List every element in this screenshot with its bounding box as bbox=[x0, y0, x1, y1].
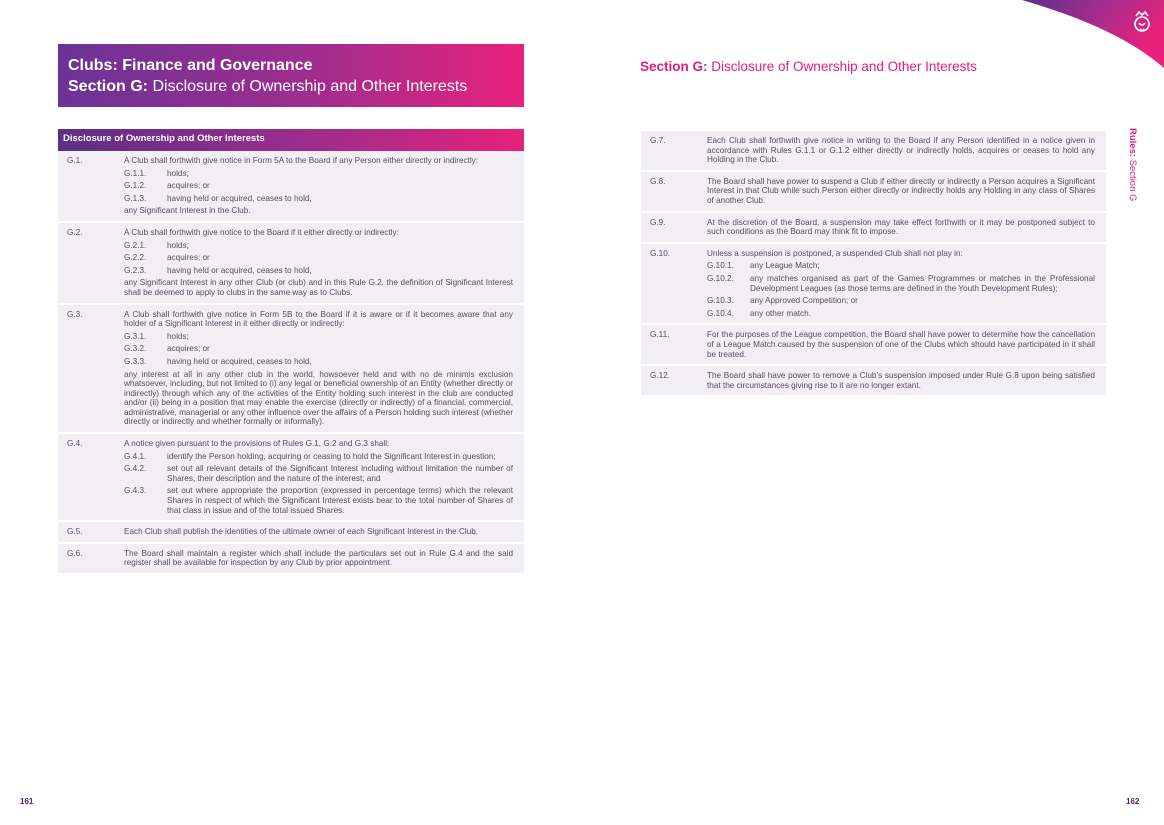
right-title-label: Section G: bbox=[640, 59, 708, 74]
section-label: Section G: bbox=[68, 78, 149, 95]
rule-number: G.5. bbox=[67, 527, 83, 537]
sub-rule-number: G.1.1. bbox=[124, 168, 147, 178]
sub-rule-number: G.3.2. bbox=[124, 344, 147, 354]
rule-text: A Club shall forthwith give notice in Form 5B to the Board if it is aware or if it becomes aware that any holder of a Significant Interest in it either directly or indirectly: bbox=[124, 309, 513, 329]
sub-rule-number: G.10.3. bbox=[707, 296, 734, 306]
sub-rule-text: holds; bbox=[167, 240, 189, 250]
rule-body bbox=[707, 371, 1095, 390]
sub-rule bbox=[124, 266, 513, 276]
rule-text: Unless a suspension is postponed, a suspended Club shall not play in: bbox=[707, 248, 963, 258]
rule-number: G.9. bbox=[650, 217, 666, 227]
chapter-title: Clubs: Finance and Governance bbox=[68, 57, 313, 74]
rule-row bbox=[58, 223, 524, 305]
rule-body bbox=[124, 156, 513, 216]
section-title: Disclosure of Ownership and Other Interests bbox=[152, 78, 468, 95]
sub-rule bbox=[707, 309, 1095, 319]
rule-number: G.8. bbox=[650, 176, 666, 186]
sub-rule bbox=[124, 464, 513, 483]
right-page bbox=[582, 0, 1164, 825]
sub-rule-number: G.4.1. bbox=[124, 451, 147, 461]
sub-rule-text: any Approved Competition; or bbox=[750, 296, 858, 306]
sub-rule-text: acquires; or bbox=[167, 181, 210, 191]
rule-body bbox=[707, 136, 1095, 165]
sub-rule bbox=[124, 253, 513, 263]
sub-rule bbox=[124, 452, 513, 462]
rule-text: A notice given pursuant to the provisions of Rules G.1, G.2 and G.3 shall: bbox=[124, 439, 390, 449]
rule-number: G.2. bbox=[67, 227, 83, 237]
rule-number: G.7. bbox=[650, 136, 666, 145]
sub-rule bbox=[124, 241, 513, 251]
sub-rule-number: G.3.3. bbox=[124, 356, 147, 366]
rule-text: A Club shall forthwith give notice to the Board if it either directly or indirectly: bbox=[124, 227, 399, 237]
rule-text: The Board shall maintain a register which shall include the particulars set out in Rule G.4 and the said register shall be available for inspection by any Club by prior appointment. bbox=[124, 548, 513, 568]
sub-rule-text: holds; bbox=[167, 331, 189, 341]
table-header: Disclosure of Ownership and Other Interests bbox=[58, 129, 524, 151]
rule-row bbox=[641, 172, 1106, 213]
sub-rule-number: G.10.4. bbox=[707, 308, 734, 318]
sub-rule-text: any other match. bbox=[750, 308, 811, 318]
rule-body bbox=[124, 527, 513, 537]
rule-body bbox=[124, 549, 513, 568]
rule-row bbox=[58, 151, 524, 223]
rule-number: G.12. bbox=[650, 371, 671, 381]
rule-text: The Board shall have power to suspend a Club if either directly or indirectly a Person acquires a Significant Interest in that Club while such Person either directly or indirectly holds any Holding in any class of Shares of another Club. bbox=[707, 176, 1095, 205]
rules-table-right bbox=[641, 131, 1106, 397]
right-title-text: Disclosure of Ownership and Other Interests bbox=[711, 59, 977, 74]
rule-text: Each Club shall forthwith give notice in writing to the Board if any Person identified in a notice given in accordance with Rules G.1.1 or G.1.2 either directly or indirectly holds, acquires or ceases to hold any Holding in the Club. bbox=[707, 136, 1095, 165]
rule-body bbox=[707, 249, 1095, 319]
rule-row bbox=[58, 434, 524, 522]
rule-body bbox=[124, 310, 513, 428]
rule-body bbox=[124, 439, 513, 515]
rule-number: G.11. bbox=[650, 330, 670, 340]
sub-rule-text: having held or acquired, ceases to hold, bbox=[167, 356, 312, 366]
rule-row bbox=[641, 325, 1106, 366]
rule-text: At the discretion of the Board, a suspension may take effect forthwith or it may be postponed subject to such conditions as the Board may think fit to impose. bbox=[707, 217, 1095, 237]
section-heading bbox=[68, 76, 514, 97]
rule-text: any interest at all in any other club in the world, howsoever held and with no de minimis exclusion whatsoever, including, but not limited to (i) any legal or beneficial ownership of an Entity (whether directly or indirectly) through which any of the activities of the Entity holding such interest in the club are conducted and/or (ii) being in a position that may enable the exercise (directly or indirectly) of a financial, commercial, administrative, managerial or any other influence over the affairs of a Person holding such interest (whether directly or indirectly and whether formally or informally). bbox=[124, 369, 513, 427]
sub-rule-text: acquires; or bbox=[167, 344, 210, 354]
rule-row bbox=[641, 131, 1106, 172]
corner-banner bbox=[1014, 0, 1164, 72]
sub-rule bbox=[707, 296, 1095, 306]
rule-row bbox=[641, 366, 1106, 397]
sub-rule-number: G.10.1. bbox=[707, 261, 734, 271]
rule-row bbox=[58, 544, 524, 575]
sub-rule-text: having held or acquired, ceases to hold, bbox=[167, 265, 312, 275]
sub-rule-number: G.4.2. bbox=[124, 464, 147, 474]
chapter-header bbox=[58, 44, 524, 107]
rule-body bbox=[707, 218, 1095, 237]
rule-number: G.4. bbox=[67, 439, 83, 449]
sub-rule-text: any matches organised as part of the Games Programmes or matches in the Professional Development Leagues (as those terms are defined in the Youth Development Rules); bbox=[750, 273, 1095, 293]
sub-rule-text: identify the Person holding, acquiring or ceasing to hold the Significant Interest in question; bbox=[167, 451, 496, 461]
rule-number: G.6. bbox=[67, 548, 83, 558]
sub-rule bbox=[124, 169, 513, 179]
sub-rule-number: G.3.1. bbox=[124, 331, 147, 341]
rule-row bbox=[641, 244, 1106, 326]
sub-rule bbox=[124, 181, 513, 191]
rule-text: The Board shall have power to remove a Club’s suspension imposed under Rule G.8 upon being satisfied that the circumstances giving rise to it are no longer extant. bbox=[707, 371, 1095, 390]
rules-table-left bbox=[58, 151, 524, 575]
rule-number: G.10. bbox=[650, 248, 671, 258]
rule-row bbox=[58, 305, 524, 435]
rule-text: A Club shall forthwith give notice in Form 5A to the Board if any Person either directly or indirectly: bbox=[124, 156, 479, 165]
rule-text: any Significant Interest in the Club. bbox=[124, 206, 251, 216]
sub-rule bbox=[124, 332, 513, 342]
sub-rule-text: set out all relevant details of the Significant Interest including without limitation the number of Shares, their description and the nature of the interest; and bbox=[167, 464, 513, 483]
page-number-right: 162 bbox=[1126, 797, 1140, 806]
sub-rule bbox=[124, 486, 513, 515]
side-tab-text: Section G bbox=[1127, 159, 1138, 202]
sub-rule-text: any League Match; bbox=[750, 261, 820, 271]
sub-rule bbox=[707, 274, 1095, 293]
rule-number: G.1. bbox=[67, 156, 83, 165]
sub-rule-text: acquires; or bbox=[167, 253, 210, 263]
rule-body bbox=[707, 330, 1095, 359]
sub-rule-text: holds; bbox=[167, 168, 189, 178]
sub-rule bbox=[124, 357, 513, 367]
rule-row bbox=[641, 213, 1106, 244]
sub-rule-number: G.4.3. bbox=[124, 486, 147, 496]
rule-body bbox=[124, 228, 513, 298]
side-tab bbox=[1125, 128, 1139, 218]
right-section-title bbox=[640, 59, 977, 74]
sub-rule-number: G.2.3. bbox=[124, 265, 147, 275]
sub-rule-number: G.1.3. bbox=[124, 193, 147, 203]
rule-row bbox=[58, 522, 524, 544]
sub-rule-number: G.2.1. bbox=[124, 240, 147, 250]
page-number-left: 161 bbox=[20, 797, 34, 806]
sub-rule bbox=[707, 261, 1095, 271]
side-tab-label: Rules: bbox=[1127, 128, 1138, 158]
sub-rule bbox=[124, 344, 513, 354]
sub-rule-text: set out where appropriate the proportion (expressed in percentage terms) which the relevant Shares in respect of which the Significant Interest exists bear to the total number of Shares of that class in issue and of the total issued Shares. bbox=[167, 486, 513, 515]
sub-rule-number: G.10.2. bbox=[707, 273, 734, 283]
sub-rule-number: G.2.2. bbox=[124, 253, 147, 263]
rule-number: G.3. bbox=[67, 309, 83, 319]
rule-text: Each Club shall publish the identities of the ultimate owner of each Significant Interest in the Club. bbox=[124, 527, 479, 537]
sub-rule-text: having held or acquired, ceases to hold, bbox=[167, 193, 312, 203]
sub-rule bbox=[124, 194, 513, 204]
rule-text: any Significant Interest in any other Club (or club) and in this Rule G.2, the definition of Significant Interest shall be deemed to apply to clubs in the same way as to Clubs. bbox=[124, 278, 513, 297]
rule-text: For the purposes of the League competition, the Board shall have power to determine how the cancellation of a League Match caused by the suspension of one of the Clubs which should have participated in it shall be treated. bbox=[707, 330, 1095, 359]
rule-body bbox=[707, 177, 1095, 206]
sub-rule-number: G.1.2. bbox=[124, 181, 147, 191]
